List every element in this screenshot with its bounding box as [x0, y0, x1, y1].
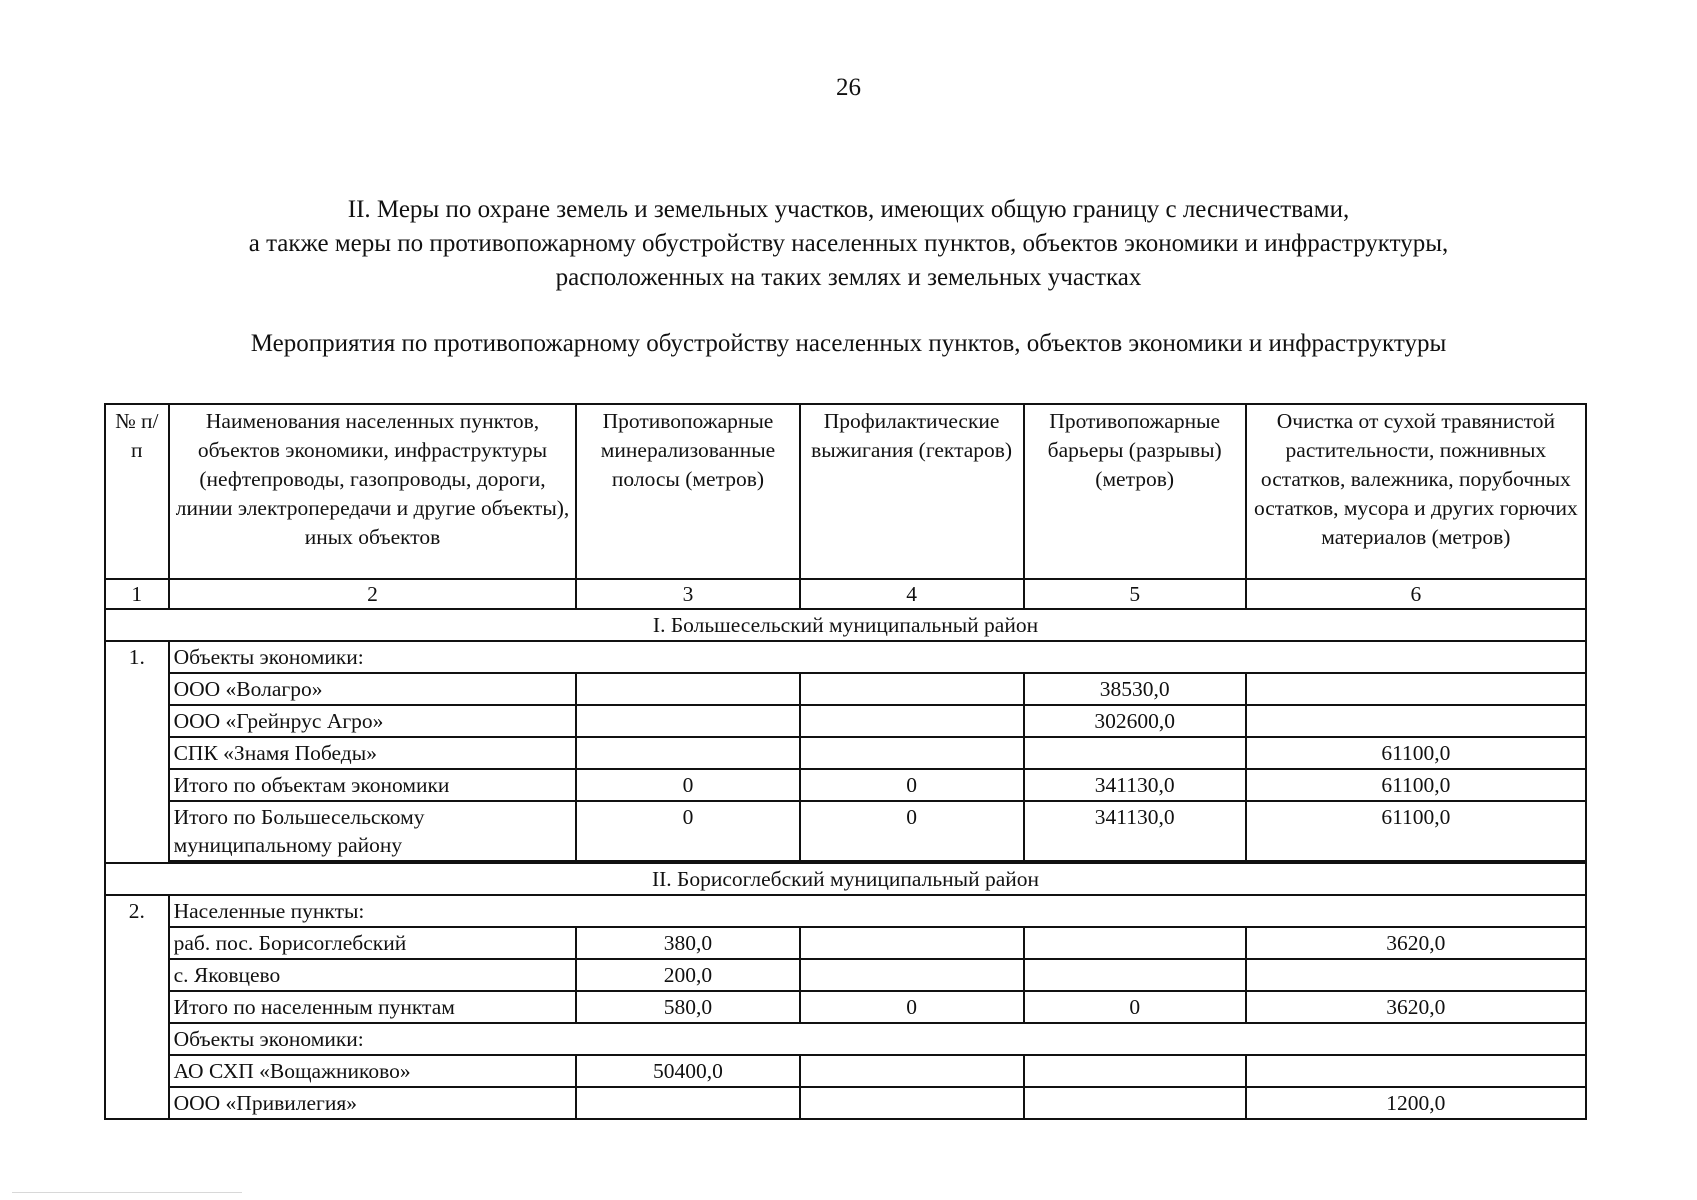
- cell-barriers: 0: [1024, 991, 1246, 1023]
- cell-burning: [800, 1087, 1024, 1119]
- measures-table: [104, 403, 1587, 1120]
- cell-cleaning: 61100,0: [1246, 737, 1586, 769]
- section-title: I. Большесельский муниципальный район: [105, 609, 1586, 641]
- table-row: [105, 927, 1586, 959]
- cell-strips: [576, 737, 799, 769]
- section-row: [105, 863, 1586, 895]
- section-title: II. Борисоглебский муниципальный район: [105, 863, 1586, 895]
- cell-barriers: [1024, 959, 1246, 991]
- row-number: 1.: [105, 641, 169, 863]
- cell-cleaning: [1246, 673, 1586, 705]
- column-number: 4: [800, 579, 1024, 609]
- row-name-line: муниципальному району: [173, 833, 403, 857]
- cell-burning: [800, 705, 1024, 737]
- table-row: [105, 737, 1586, 769]
- cell-burning: [800, 927, 1024, 959]
- cell-burning: [800, 737, 1024, 769]
- group-label-row: [105, 1023, 1586, 1055]
- cell-barriers: [1024, 927, 1246, 959]
- cell-barriers: 38530,0: [1024, 673, 1246, 705]
- cell-strips: 0: [576, 801, 799, 861]
- table-row: [105, 673, 1586, 705]
- table-caption: Мероприятия по противопожарному обустройству населенных пунктов, объектов экономики и инфраструктуры: [250, 330, 1447, 357]
- heading-line: расположенных на таких землях и земельных участках: [555, 264, 1142, 291]
- cell-cleaning: 3620,0: [1246, 927, 1586, 959]
- column-number-row: [105, 579, 1586, 609]
- scan-artifact-line: [12, 1192, 242, 1193]
- cell-strips: 380,0: [576, 927, 799, 959]
- column-number: 2: [169, 579, 577, 609]
- row-name-line: Итого по Большесельскому: [173, 805, 425, 829]
- cell-cleaning: 1200,0: [1246, 1087, 1586, 1119]
- cell-cleaning: [1246, 1055, 1586, 1087]
- column-number: 6: [1246, 579, 1586, 609]
- column-number: 3: [576, 579, 799, 609]
- cell-barriers: [1024, 1055, 1246, 1087]
- subtotal-row: [105, 769, 1586, 801]
- total-row: [105, 801, 1586, 861]
- cell-barriers: [1024, 1087, 1246, 1119]
- cell-barriers: 341130,0: [1024, 801, 1246, 861]
- cell-strips: 580,0: [576, 991, 799, 1023]
- cell-strips: 0: [576, 769, 799, 801]
- section-heading: [100, 193, 1597, 295]
- cell-strips: 200,0: [576, 959, 799, 991]
- cell-burning: [800, 1055, 1024, 1087]
- row-name: Итого по населенным пунктам: [169, 991, 577, 1023]
- cell-cleaning: [1246, 959, 1586, 991]
- row-name: раб. пос. Борисоглебский: [169, 927, 577, 959]
- header-cell-barriers: Противопожарные барьеры (разрывы) (метров): [1024, 404, 1246, 579]
- table-row: [105, 1087, 1586, 1119]
- cell-barriers: 341130,0: [1024, 769, 1246, 801]
- table-row: [105, 1055, 1586, 1087]
- group-label: Объекты экономики:: [169, 641, 1586, 673]
- column-number: 1: [105, 579, 169, 609]
- cell-strips: [576, 705, 799, 737]
- row-name: ООО «Грейнрус Агро»: [169, 705, 577, 737]
- row-number: 2.: [105, 895, 169, 1119]
- row-name: ООО «Волагро»: [169, 673, 577, 705]
- page-number: 26: [836, 74, 861, 101]
- header-cell-strips: Противопожарные минерализованные полосы (метров): [576, 404, 799, 579]
- cell-burning: 0: [800, 801, 1024, 861]
- cell-burning: 0: [800, 769, 1024, 801]
- cell-strips: 50400,0: [576, 1055, 799, 1087]
- cell-burning: [800, 959, 1024, 991]
- cell-cleaning: 61100,0: [1246, 769, 1586, 801]
- cell-cleaning: 61100,0: [1246, 801, 1586, 861]
- group-label-row: [105, 895, 1586, 927]
- row-name: ООО «Привилегия»: [169, 1087, 577, 1119]
- row-name: Итого по объектам экономики: [169, 769, 577, 801]
- cell-burning: [800, 673, 1024, 705]
- header-cell-name: Наименования населенных пунктов, объектов экономики, инфраструктуры (нефтепроводы, газопроводы, дороги, линии электропередачи и другие объекты), иных объектов: [169, 404, 577, 579]
- table-row: [105, 705, 1586, 737]
- group-label: Объекты экономики:: [169, 1023, 1586, 1055]
- row-name: с. Яковцево: [169, 959, 577, 991]
- cell-cleaning: [1246, 705, 1586, 737]
- cell-barriers: 302600,0: [1024, 705, 1246, 737]
- header-cell-burning: Профилактические выжигания (гектаров): [800, 404, 1024, 579]
- section-row: [105, 609, 1586, 641]
- row-name: СПК «Знамя Победы»: [169, 737, 577, 769]
- header-cell-number: № п/п: [105, 404, 169, 579]
- table-header-row: [105, 404, 1586, 579]
- header-cell-cleaning: Очистка от сухой травянистой растительности, пожнивных остатков, валежника, порубочных остатков, мусора и других горючих материалов (метров): [1246, 404, 1586, 579]
- cell-burning: 0: [800, 991, 1024, 1023]
- heading-line: а также меры по противопожарному обустройству населенных пунктов, объектов экономики и инфраструктуры,: [248, 230, 1449, 257]
- heading-line: II. Меры по охране земель и земельных участков, имеющих общую границу с лесничествами,: [347, 196, 1350, 223]
- column-number: 5: [1024, 579, 1246, 609]
- group-label: Населенные пункты:: [169, 895, 1586, 927]
- table-row: [105, 959, 1586, 991]
- cell-strips: [576, 673, 799, 705]
- row-name: [169, 801, 577, 861]
- group-label-row: [105, 641, 1586, 673]
- cell-strips: [576, 1087, 799, 1119]
- row-name: АО СХП «Вощажниково»: [169, 1055, 577, 1087]
- cell-cleaning: 3620,0: [1246, 991, 1586, 1023]
- subtotal-row: [105, 991, 1586, 1023]
- cell-barriers: [1024, 737, 1246, 769]
